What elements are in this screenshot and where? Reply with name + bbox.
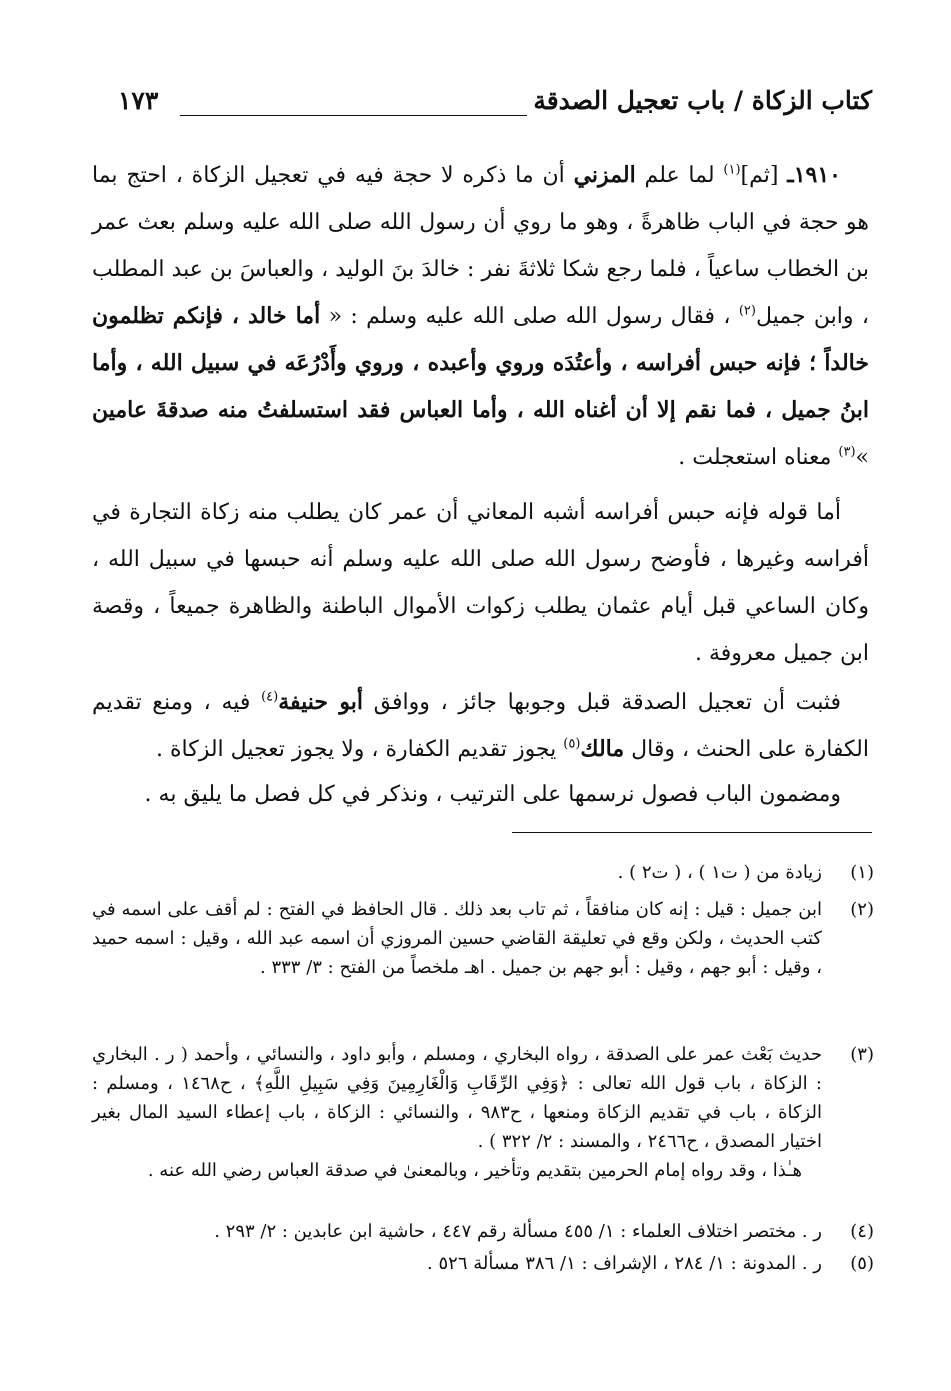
footnote-number: (٤) [850,1221,874,1242]
p3-text-3: يجوز تقديم الكفارة ، ولا يجوز تعجيل الزكاة . [156,737,564,762]
footnote-ref-4: (٤) [261,689,279,705]
footnote-ref-1: (١) [723,162,741,178]
footnote-ref-2: (٢) [738,303,756,319]
name-muzani: المزني [573,162,636,188]
footnote-number: (٣) [850,1044,874,1065]
hadith-number: ١٩١٠ـ [787,162,841,188]
footnote-ref-3: (٣) [838,444,856,460]
footnote-2 [92,895,874,982]
footnote-text: ابن جميل : قيل : إنه كان منافقاً ، ثم تاب بعد ذلك . قال الحافظ في الفتح : لم أقف على اسمه في كتب الحديث ، ولكن وقع في تعليقة القاضي حسين المروزي أن اسمه عبد الله ، وقيل : اسمه حميد ، وقيل : أبو جهم ، وقيل : أبو جهم بن جميل . اهـ ملخصاً من الفتح : ٣/ ٣٣٣ . [92,899,822,978]
paragraph-3 [92,679,869,773]
running-header [112,86,872,126]
footnote-ref-5: (٥) [563,736,581,752]
p3-text-2: فيه ، ومنع تقديم الكفارة على الحنث ، وقال [92,690,869,762]
footnote-number: (٥) [850,1253,874,1274]
hadith-quote: أما خالد ، فإنكم تظلمون خالداً ؛ فإنه حبس أفراسه ، وأعتُدَه وروي وأعبده ، وروي وأَدْرُعَه في سبيل الله ، وأما ابنُ جميل ، فما نقم إلا أن أغناه الله ، وأما العباس فقد استسلفتُ منه صدقةَ عامين [92,303,869,423]
page-number: ١٧٣ [118,86,159,115]
paragraph-1910 [92,152,869,481]
footnote-number: (١) [850,862,874,883]
footnote-text: زيادة من ( ت١ ) ، ( ت٢ ) . [617,862,822,883]
p2-text: أما قوله فإنه حبس أفراسه أشبه المعاني أن عمر كان يطلب منه زكاة التجارة في أفراسه وغيرها ، فأوضح رسول الله صلى الله عليه وسلم أنه حبسها في سبيل الله ، وكان الساعي قبل أيام عثمان يطلب زكوات الأموال الباطنة والظاهرة جميعاً ، وقصة ابن جميل معروفة . [92,500,869,666]
p1-text-2: لما علم [635,163,724,188]
p1-text-5: » [855,445,869,470]
paragraph-4 [92,771,869,818]
p1-text-3: أن ما ذكره لا حجة فيه في تعجيل الزكاة ، احتج بما هو حجة في الباب ظاهرةً ، وهو ما روي أن رسول الله صلى الله عليه وسلم بعث عمر بن الخطاب ساعياً ، فلما رجع شكا ثلاثةَ نفر : خالدَ بنَ الوليد ، والعباسَ بن عبد المطلب ، وابن جميل [92,163,870,329]
footnote-1 [92,858,874,887]
header-title: كتاب الزكاة / باب تعجيل الصدقة [533,86,872,115]
p1-text-4: ، فقال رسول الله صلى الله عليه وسلم : « [320,304,739,329]
p1-text-6: معناه استعجلت . [678,445,839,470]
p3-text-1: فثبت أن تعجيل الصدقة قبل وجوبها جائز ، ووافق [362,690,842,715]
p1-text-1: [ثم] [740,163,788,188]
footnote-separator [512,832,872,833]
footnote-text: حديث بَعْث عمر على الصدقة ، رواه البخاري ، ومسلم ، وأبو داود ، والنسائي ، وأحمد ( ر . البخاري : الزكاة ، باب قول الله تعالى : ﴿وَفِي الرِّقَابِ وَالْغَارِمِينَ وَفِي سَبِيلِ اللَّهِ﴾ ، ح١٤٦٨ ، ومسلم : الزكاة ، باب في تقديم الزكاة ومنعها ، ح٩٨٣ ، والنسائي : الزكاة ، باب إعطاء السيد المال بغير اختيار المصدق ، ح٢٤٦٦ ، والمسند : ٢/ ٣٢٢ ) . [92,1044,823,1152]
footnote-note: هـٰذا ، وقد رواه إمام الحرمين بتقديم وتأخير ، وبالمعنىٰ في صدقة العباس رضي الله عنه . [147,1160,802,1181]
footnote-4 [92,1217,874,1246]
footnote-text: ر . مختصر اختلاف العلماء : ١/ ٤٥٥ مسألة رقم ٤٤٧ ، حاشية ابن عابدين : ٢/ ٢٩٣ . [214,1221,822,1242]
footnote-text: ر . المدونة : ١/ ٢٨٤ ، الإشراف : ١/ ٣٨٦ مسألة ٥٢٦ . [427,1253,822,1274]
footnote-5 [92,1249,874,1278]
paragraph-2 [92,489,869,677]
p4-text: ومضمون الباب فصول نرسمها على الترتيب ، ونذكر في كل فصل ما يليق به . [144,782,841,807]
header-rule [180,115,527,116]
footnote-number: (٢) [850,899,874,920]
footnote-3 [92,1040,874,1185]
name-malik: مالك [580,736,625,762]
name-abu-hanifa: أبو حنيفة [278,689,363,715]
